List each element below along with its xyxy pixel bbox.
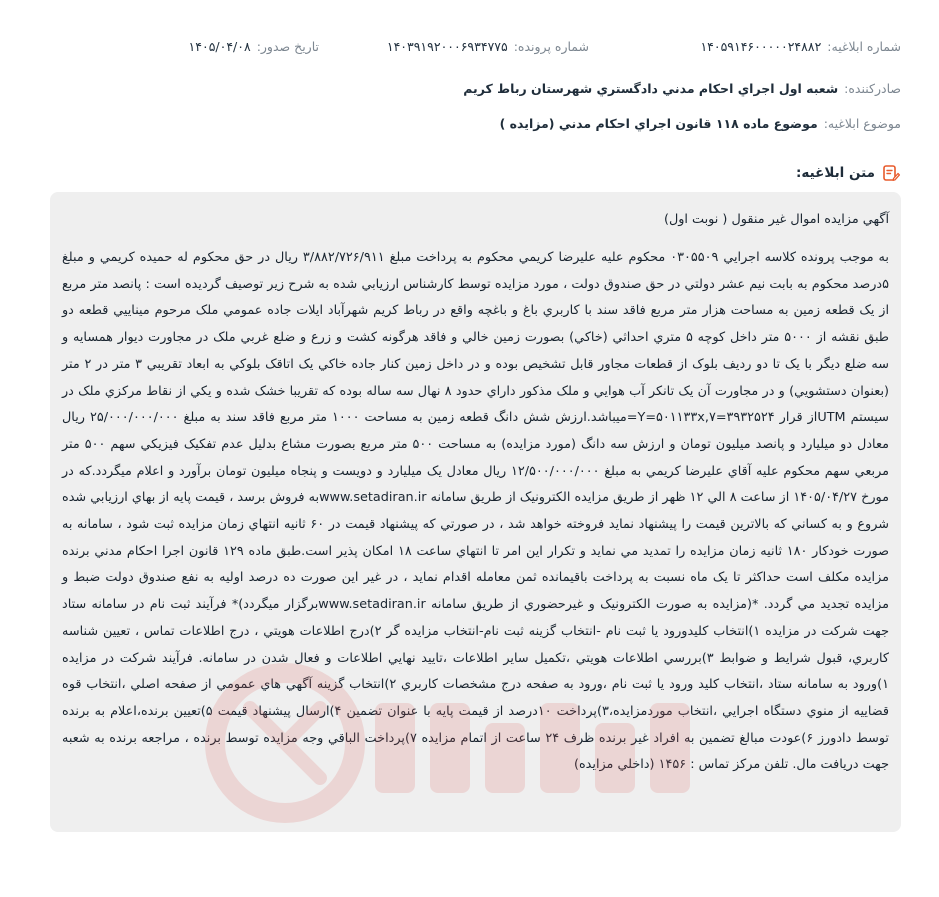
- issue-date-group: [189, 39, 319, 54]
- subject-value: موضوع ماده ۱۱۸ قانون اجراي احکام مدني (مزايده ): [499, 116, 818, 131]
- notice-number-group: [700, 39, 901, 54]
- notice-number-value: ۱۴۰۵۹۱۴۶۰۰۰۰۰۲۴۸۸۲: [700, 38, 822, 54]
- issuer-value: شعبه اول اجراي احکام مدني دادگستري شهرستان رباط کريم: [463, 81, 839, 96]
- notice-heading: آگهي مزايده اموال غير منقول ( نوبت اول): [663, 212, 889, 227]
- case-number-value: ۱۴۰۳۹۱۹۲۰۰۰۶۹۳۴۷۷۵: [386, 38, 508, 54]
- notice-text-title: متن ابلاغيه:: [796, 165, 875, 181]
- notice-number-label: شماره ابلاغيه:: [827, 38, 901, 54]
- case-number-label: شماره پرونده:: [513, 38, 589, 54]
- issuer-row: [40, 81, 901, 96]
- issue-date-label: تاريخ صدور:: [256, 38, 319, 54]
- subject-label: موضوع ابلاغيه:: [823, 116, 901, 131]
- notice-body-text: به موجب پرونده کلاسه اجرايي ۰۳۰۵۵۰۹ محکوم عليه عليرضا کريمي محکوم به پرداخت مبلغ ۳/۸۸۲/۷۲۶/۹۱۱ ريال در حق محکوم له حميده کريمي و مبلغ ۵درصد محکوم به بابت نيم عشر دولتي در حق صندوق دولت ، مورد مزايده توسط کارشناس ارزيابي شده به شرح زير توصيف گرديده است : پانصد متر مربع از يک قطعه زمين به مساحت هزار متر مربع فاقد سند با کاربري باغ و باغچه واقع در رباط کريم شهرآباد ايلات جاده عمومي ملک مرحوم ميناييي قطعه دو طبق نقشه از ۵۰۰۰ متر داخل کوچه ۵ متري احداثي (خاکي) بصورت زمين خالي و فاقد هرگونه کشت و زرع و ضلع غربي ملک در مجاورت ديوار همسايه و سه ضلع ديگر با يک تا دو رديف بلوک از قطعات مجاور قابل تشخيص بوده و در داخل زمين کنار جاده خاکي يک اتاقک بلوکي به ابعاد تقريبي ۳ متر در ۲ متر (بعنوان دستشويي) و در مجاورت آن يک تانکر آب هوايي و ملک مذکور داراي حدود ۸ نهال سه ساله بوده که تقريبا خشک شده و يکي از نقاط مرکزي ملک در سيستم UTMاز قرار ۳۹۳۲۵۲۴=۷,Y=۵۰۱۱۳۳x=ميباشد.ارزش شش دانگ قطعه زمين به مساحت ۱۰۰۰ متر مربع فاقد سند به مبلغ ۲۵/۰۰۰/۰۰۰/۰۰۰ ريال معادل دو ميليارد و پانصد ميليون تومان و ارزش سه دانگ (مورد مزايده) به مساحت ۵۰۰ متر مربع بصورت مشاع بدليل عدم تفکيک فيزيکي سهم ۵۰۰ متر مربعي سهم محکوم عليه آقاي عليرضا کريمي به مبلغ ۱۲/۵۰۰/۰۰۰/۰۰۰ ريال معادل يک ميليارد و دويست و پنجاه ميليون تومان برآورد و اعلام ميگردد.که در مورخ ۱۴۰۵/۰۴/۲۷ از ساعت ۸ الي ۱۲ ظهر از طريق مزايده الکترونيک از طريق سامانه www.setadiran.irبه فروش برسد ، قيمت پايه از بهاي ارزيابي شده شروع و به کساني که بالاترين قيمت را پيشنهاد نمايد فروخته خواهد شد ، در صورتي که پيشنهاد قيمت در ۶۰ ثانيه انتهاي زمان مزايده ثبت شود ، سامانه به صورت خودکار ۱۸۰ ثانيه زمان مزايده را تمديد مي نمايد و تکرار اين امر تا انتهاي ساعت ۱۸ امکان پذير است.طبق ماده ۱۲۹ قانون اجرا احکام مدني برنده مزايده مکلف است حداکثر تا يک ماه نسبت به پرداخت باقيمانده ثمن معامله اقدام نمايد ، در غير اين صورت ده درصد اوليه به نفع صندوق دولت ضبط و مزايده تجديد مي گردد. *(مزايده به صورت الکترونيک و غيرحضوري از طريق سامانه www.setadiran.irبرگزار ميگردد)* فرآيند ثبت نام در سامانه ستاد جهت شرکت در مزايده ۱)انتخاب کليدورود يا ثبت نام -انتخاب گزينه ثبت نام-انتخاب مزايده گر ۲)درج اطلاعات هويتي ، درج اطلاعات تماس ، تعيين شناسه کاربري، قبول شرايط و ضوابط ۳)بررسي اطلاعات هويتي ،تکميل ساير اطلاعات ،تاييد نهايي اطلاعات و فعال شدن در سامانه. فرآيند شرکت در مزايده ۱)ورود به سامانه ستاد ،انتخاب کليد ورود يا ثبت نام ،ورود به صفحه درج مشخصات کاربري ۲)انتخاب گزينه آگهي هاي عمومي از صفحه اصلي ،انتخاب قوه قضاييه از منوي دستگاه اجرايي ،انتخاب موردمزايده،۳)پرداخت ۱۰درصد از قيمت پايه با عنوان تضمين ۴)ارسال پيشنهاد قيمت ۵)تعيين برنده،اعلام به برنده توسط دادورز ۶)عودت مبالغ تضمين به افراد غير برنده ظرف ۲۴ ساعت از اتمام مزايده ۷)پرداخت الباقي وجه مزايده توسط برنده ، مراجعه برنده به شعبه جهت دريافت مال. تلفن مرکز تماس : ۱۴۵۶ (داخلي مزايده): [62, 250, 890, 773]
- case-number-group: [387, 39, 589, 54]
- notice-content-box: [50, 192, 901, 832]
- subject-row: [40, 116, 901, 131]
- issuer-label: صادرکننده:: [844, 81, 901, 96]
- document-edit-icon: [881, 163, 901, 183]
- issue-date-value: ۱۴۰۵/۰۴/۰۸: [188, 38, 251, 54]
- notice-text-header: [796, 163, 901, 183]
